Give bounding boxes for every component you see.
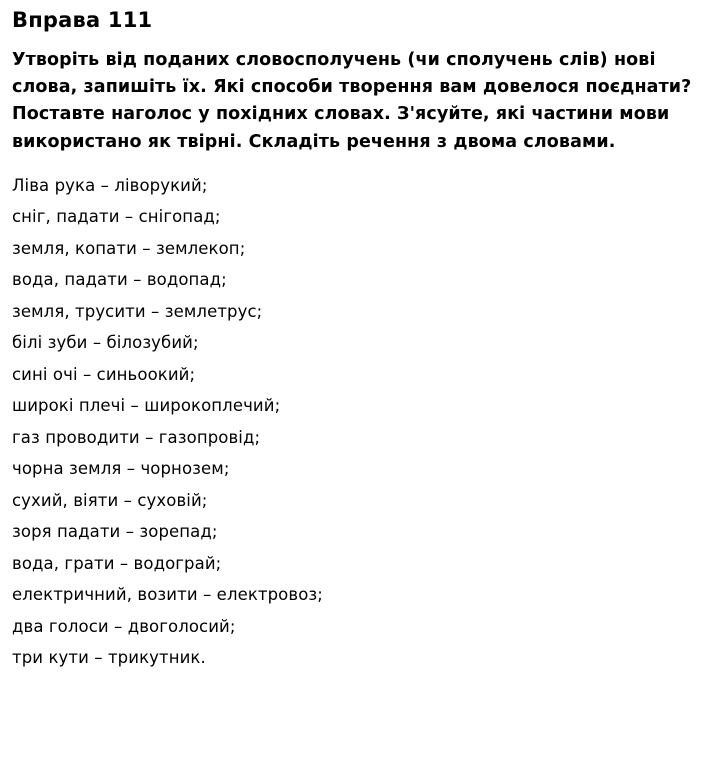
list-item: земля, трусити – землетрус;: [12, 301, 263, 321]
word-pairs-list: [12, 175, 692, 682]
list-item: сухий, віяти – суховій;: [12, 490, 208, 510]
list-item: чорна земля – чорнозем;: [12, 459, 230, 479]
list-item: широкі плечі – широкоплечий;: [12, 396, 281, 416]
list-item: три кути – трикутник.: [12, 648, 206, 668]
list-item: сніг, падати – снігопад;: [12, 207, 221, 227]
list-item: земля, копати – землекоп;: [12, 238, 246, 258]
list-item: газ проводити – газопровід;: [12, 427, 261, 447]
list-item: вода, грати – водограй;: [12, 553, 222, 573]
list-item: електричний, возити – електровоз;: [12, 585, 323, 605]
list-item: Ліва рука – ліворукий;: [12, 175, 208, 195]
list-item: білі зуби – білозубий;: [12, 333, 199, 353]
task-instructions: Утворіть від поданих словосполучень (чи сполучень слів) нові слова, запишіть їх. Які способи творення вам довелося поєднати? Поставте наголос у похідних словах. З'ясуйте, які частини мови використано як твірні. Складіть речення з двома словами.: [12, 50, 692, 152]
list-item: два голоси – двоголосий;: [12, 616, 236, 636]
list-item: зоря падати – зорепад;: [12, 522, 218, 542]
list-item: сині очі – синьоокий;: [12, 364, 196, 384]
page-title: Вправа 111: [12, 8, 153, 32]
list-item: вода, падати – водопад;: [12, 270, 227, 290]
